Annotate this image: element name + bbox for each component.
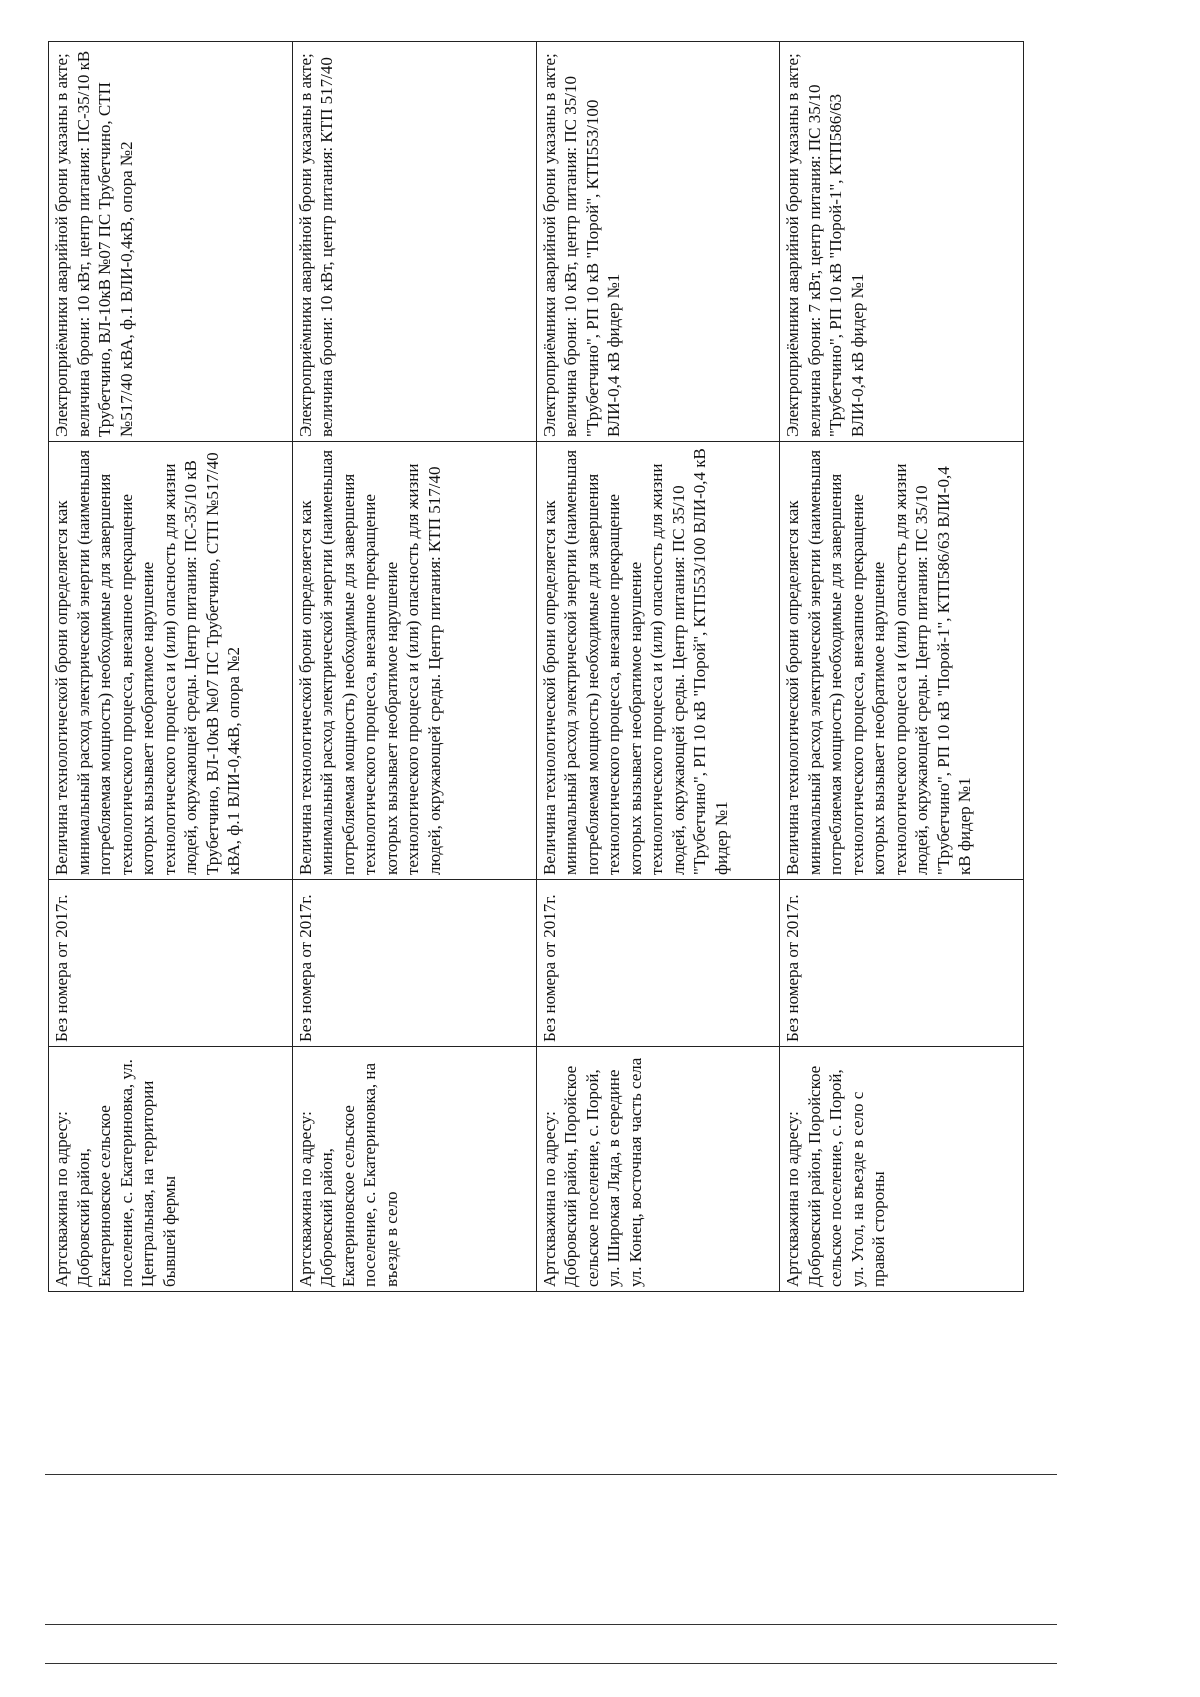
emergency-reserve-cell: Электроприёмники аварийной брони указаны в акте; величина брони: 10 кВт, центр питания: КТП 517/40	[292, 42, 536, 442]
address-cell: Артскважина по адресу: Добровский район, Екатериновское сельское поселение, с. Екатериновка, ул. Центральная, на территории бывшей фермы	[49, 1047, 293, 1292]
table-divider-line	[45, 1663, 1057, 1664]
technological-reserve-cell: Величина технологической брони определяется как минимальный расход электрической энергии (наименьшая потребляемая мощность) необходимые для завершения технологического процесса, внезапное прекращение которых вызывает необратимое нарушение технологического процесса и (или) опасность для жизни людей, окружающей среды. Центр питания: КТП 517/40	[292, 442, 536, 880]
technological-reserve-cell: Величина технологической брони определяется как минимальный расход электрической энергии (наименьшая потребляемая мощность) необходимые для завершения технологического процесса, внезапное прекращение которых вызывает необратимое нарушение технологического процесса и (или) опасность для жизни людей, окружающей среды. Центр питания: ПС 35/10 "Трубетчино", РП 10 кВ "Порой", КТП553/100 ВЛИ-0,4 кВ фидер №1	[536, 442, 780, 880]
emergency-reserve-cell: Электроприёмники аварийной брони указаны в акте; величина брони: 10 кВт, центр питания: ПС-35/10 кВ Трубетчино, ВЛ-10кВ №07 ПС Трубетчино, СТП №517/40 кВА, ф.1 ВЛИ-0,4кВ, опора №2	[49, 42, 293, 442]
power-reserve-table	[48, 41, 1024, 1292]
document-cell: Без номера от 2017г.	[292, 880, 536, 1047]
table-row	[536, 42, 780, 1292]
address-cell: Артскважина по адресу: Добровский район, Екатериновское сельское поселение, с. Екатериновка, на въезде в село	[292, 1047, 536, 1292]
document-cell: Без номера от 2017г.	[49, 880, 293, 1047]
address-cell: Артскважина по адресу: Добровский район, Поройское сельское поселение, с. Порой, ул. Широкая Ляда, в середине ул. Конец, восточная часть села	[536, 1047, 780, 1292]
address-cell: Артскважина по адресу: Добровский район, Поройское сельское поселение, с. Порой, ул. Угол, на въезде в село с правой стороны	[780, 1047, 1024, 1292]
table-divider-line	[45, 1474, 1057, 1475]
table-row	[780, 42, 1024, 1292]
document-cell: Без номера от 2017г.	[536, 880, 780, 1047]
emergency-reserve-cell: Электроприёмники аварийной брони указаны в акте; величина брони: 10 кВт, центр питания: ПС 35/10 "Трубетчино", РП 10 кВ "Порой", КТП553/100 ВЛИ-0,4 кВ фидер №1	[536, 42, 780, 442]
table-divider-line	[45, 1624, 1057, 1625]
table-row	[292, 42, 536, 1292]
document-cell: Без номера от 2017г.	[780, 880, 1024, 1047]
technological-reserve-cell: Величина технологической брони определяется как минимальный расход электрической энергии (наименьшая потребляемая мощность) необходимые для завершения технологического процесса, внезапное прекращение которых вызывает необратимое нарушение технологического процесса и (или) опасность для жизни людей, окружающей среды. Центр питания: ПС-35/10 кВ Трубетчино, ВЛ-10кВ №07 ПС Трубетчино, СТП №517/40 кВА, ф.1 ВЛИ-0,4кВ, опора №2	[49, 442, 293, 880]
emergency-reserve-cell: Электроприёмники аварийной брони указаны в акте; величина брони: 7 кВт, центр питания: ПС 35/10 "Трубетчино", РП 10 кВ "Порой-1", КТП586/63 ВЛИ-0,4 кВ фидер №1	[780, 42, 1024, 442]
table-row	[49, 42, 293, 1292]
technological-reserve-cell: Величина технологической брони определяется как минимальный расход электрической энергии (наименьшая потребляемая мощность) необходимые для завершения технологического процесса, внезапное прекращение которых вызывает необратимое нарушение технологического процесса и (или) опасность для жизни людей, окружающей среды. Центр питания: ПС 35/10 "Трубетчино", РП 10 кВ "Порой-1", КТП586/63 ВЛИ-0,4 кВ фидер №1	[780, 442, 1024, 880]
